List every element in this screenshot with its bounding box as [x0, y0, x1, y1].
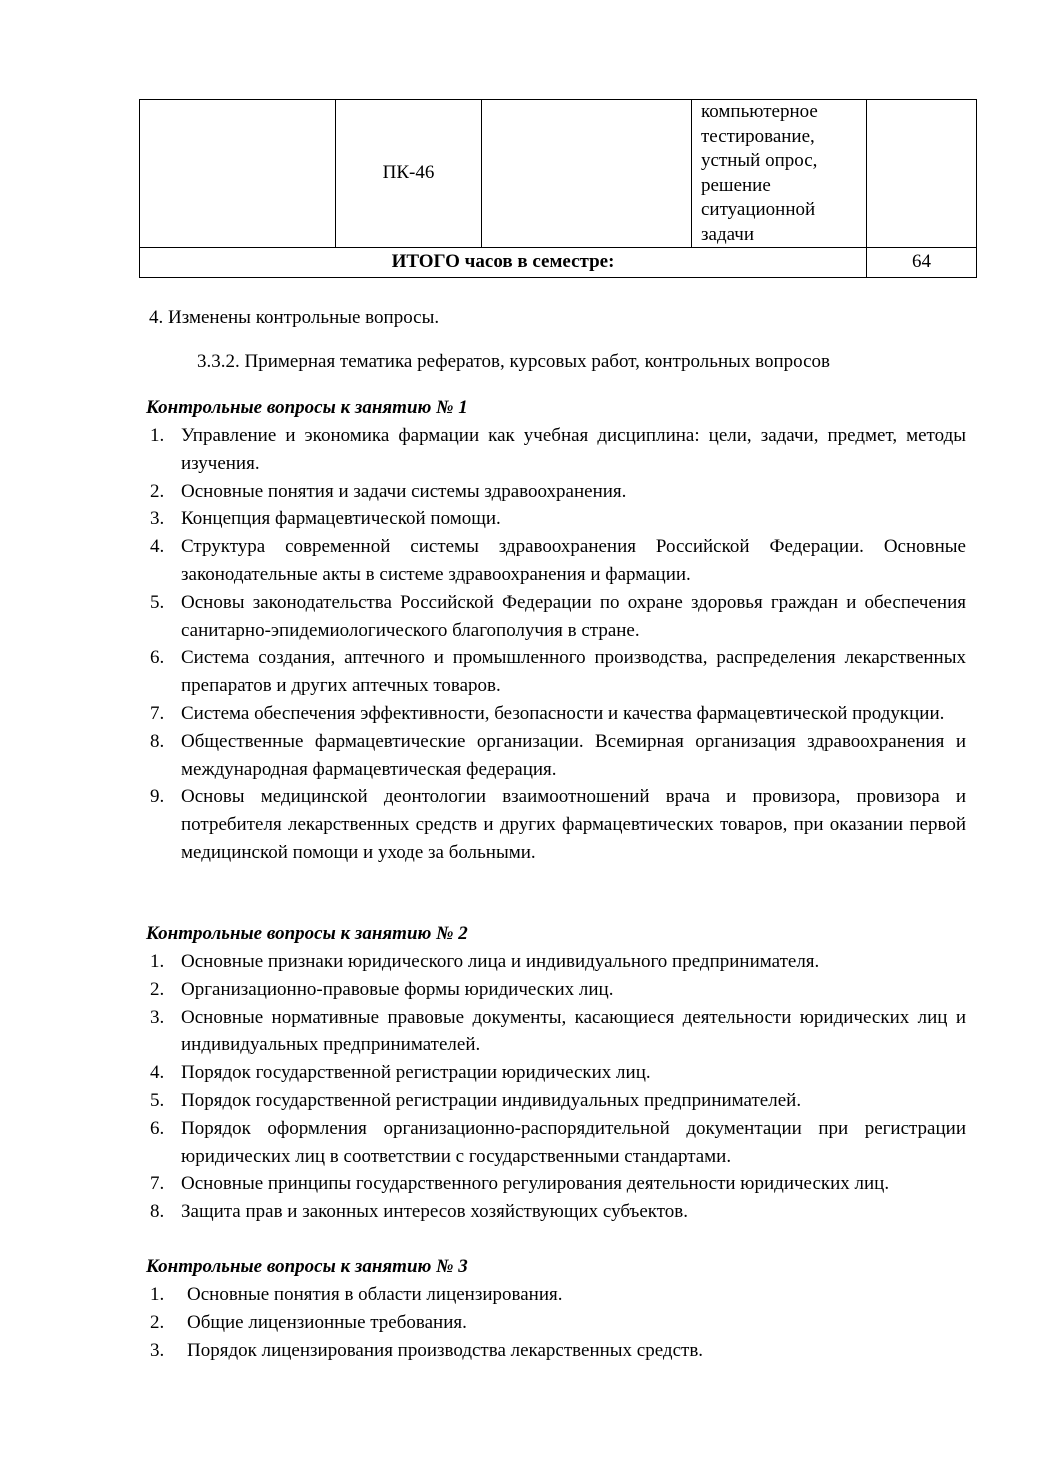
list-item — [146, 1281, 966, 1309]
control-form-line: задачи — [701, 223, 755, 245]
list-item — [146, 783, 966, 866]
table-total-row — [140, 248, 977, 278]
list-item — [146, 1004, 966, 1060]
item-number: 8. — [150, 1201, 165, 1223]
control-form-line: компьютерное — [701, 101, 818, 122]
item-text: Основные понятия в области лицензирования. — [187, 1284, 563, 1305]
total-value: 64 — [867, 248, 977, 278]
lesson1-questions — [146, 422, 966, 867]
item-number: 8. — [150, 730, 165, 752]
list-item — [146, 948, 966, 976]
item-text: Управление и экономика фармации как учебная дисциплина: цели, задачи, предмет, методы изучения. — [181, 425, 966, 474]
item-text: Порядок оформления организационно-распорядительной документации при регистрации юридических лиц в соответствии с государственными стандартами. — [181, 1117, 966, 1167]
table-cell-empty — [482, 100, 692, 248]
item-number: 1. — [150, 425, 165, 446]
item-number: 3. — [150, 1006, 165, 1028]
control-form-cell — [692, 100, 867, 248]
item-number: 1. — [150, 1284, 165, 1305]
item-number: 7. — [150, 1173, 165, 1195]
item-number: 5. — [150, 591, 165, 613]
change-note: 4. Изменены контрольные вопросы. — [149, 307, 440, 328]
item-text: Концепция фармацевтической помощи. — [181, 508, 501, 530]
competency-code-cell: ПК-46 — [336, 100, 482, 248]
item-number: 2. — [150, 480, 165, 502]
lesson2-questions — [146, 948, 966, 1226]
item-text: Основы медицинской деонтологии взаимоотношений врача и провизора, провизора и потребителя лекарственных средств и других фармацевтических товаров, при оказании первой медицинской помощи и уходе за больными. — [181, 786, 966, 863]
table-cell-empty — [140, 100, 336, 248]
list-item — [146, 1309, 966, 1337]
list-item — [146, 700, 966, 728]
table-row — [140, 100, 977, 248]
list-item — [146, 589, 966, 645]
control-form-line: устный опрос, — [701, 150, 818, 171]
item-text: Основные понятия и задачи системы здравоохранения. — [181, 480, 627, 502]
item-text: Основные признаки юридического лица и индивидуального предпринимателя. — [181, 951, 820, 972]
competency-table — [139, 99, 977, 278]
item-number: 4. — [150, 1062, 165, 1084]
item-number: 5. — [150, 1089, 165, 1111]
lesson1-heading: Контрольные вопросы к занятию № 1 — [146, 397, 468, 418]
item-text: Общественные фармацевтические организации. Всемирная организация здравоохранения и международная фармацевтическая федерация. — [181, 730, 966, 780]
item-text: Порядок лицензирования производства лекарственных средств. — [187, 1339, 704, 1361]
item-text: Организационно-правовые формы юридических лиц. — [181, 978, 614, 1000]
table-cell-empty — [867, 100, 977, 248]
list-item — [146, 1170, 966, 1198]
item-number: 3. — [150, 508, 165, 530]
list-item — [146, 422, 966, 478]
list-item — [146, 976, 966, 1004]
lesson3-questions — [146, 1281, 966, 1364]
item-text: Защита прав и законных интересов хозяйствующих субъектов. — [181, 1201, 689, 1223]
item-number: 1. — [150, 951, 165, 972]
item-number: 2. — [150, 1311, 165, 1333]
control-form-line: ситуационной — [701, 199, 816, 220]
control-form-line: тестирование, — [701, 125, 815, 147]
item-text: Порядок государственной регистрации юридических лиц. — [181, 1062, 651, 1084]
item-number: 7. — [150, 702, 165, 724]
item-number: 4. — [150, 536, 165, 558]
section-title: 3.3.2. Примерная тематика рефератов, курсовых работ, контрольных вопросов — [197, 351, 831, 372]
item-text: Общие лицензионные требования. — [187, 1311, 467, 1333]
list-item — [146, 533, 966, 589]
list-item — [146, 1115, 966, 1171]
item-text: Основы законодательства Российской Федерации по охране здоровья граждан и обеспечения санитарно-эпидемиологического благополучия в стране. — [181, 591, 966, 641]
lesson2-heading: Контрольные вопросы к занятию № 2 — [146, 923, 468, 944]
total-label: ИТОГО часов в семестре: — [140, 248, 867, 278]
item-number: 3. — [150, 1339, 165, 1361]
item-text: Система создания, аптечного и промышленного производства, распределения лекарственных препаратов и других аптечных товаров. — [181, 647, 966, 697]
list-item — [146, 478, 966, 506]
item-number: 9. — [150, 786, 165, 808]
item-number: 2. — [150, 978, 165, 1000]
item-number: 6. — [150, 647, 165, 669]
item-number: 6. — [150, 1117, 165, 1139]
list-item — [146, 1198, 966, 1226]
list-item — [146, 728, 966, 784]
item-text: Основные нормативные правовые документы, касающиеся деятельности юридических лиц и индивидуальных предпринимателей. — [181, 1006, 966, 1056]
list-item — [146, 1087, 966, 1115]
list-item — [146, 644, 966, 700]
item-text: Порядок государственной регистрации индивидуальных предпринимателей. — [181, 1089, 802, 1111]
list-item — [146, 1337, 966, 1365]
item-text: Основные принципы государственного регулирования деятельности юридических лиц. — [181, 1173, 890, 1195]
list-item — [146, 1059, 966, 1087]
item-text: Система обеспечения эффективности, безопасности и качества фармацевтической продукции. — [181, 702, 945, 724]
list-item — [146, 505, 966, 533]
lesson3-heading: Контрольные вопросы к занятию № 3 — [146, 1256, 468, 1277]
control-form-line: решение — [701, 174, 771, 196]
item-text: Структура современной системы здравоохранения Российской Федерации. Основные законодательные акты в системе здравоохранения и фармации. — [181, 536, 966, 585]
